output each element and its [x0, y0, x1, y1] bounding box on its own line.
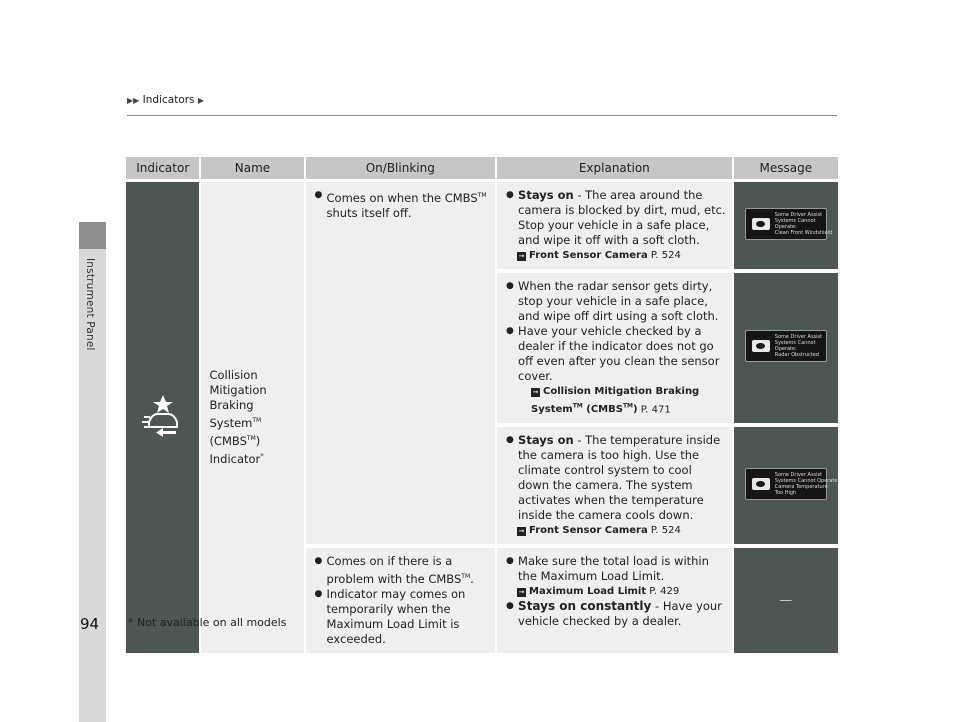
exp-bullet: ● When the radar sensor gets dirty, stop your vehicle in a safe place, and wipe off dirt using a soft cloth. [505, 279, 726, 324]
exp-bullet: ● Stays on - The temperature inside the camera is too high. Use the climate control system to cool down the camera. The system activates when the temperature inside the camera cools down. [505, 433, 726, 523]
on-bullet: ● Indicator may comes on temporarily when the Maximum Load Limit is exceeded. [314, 587, 490, 647]
message-cell [734, 423, 838, 544]
indicator-cell [126, 182, 201, 653]
arrow-ref-icon: ➞ [518, 588, 525, 597]
ref-link[interactable]: ➞ Maximum Load Limit P. 429 [518, 586, 680, 598]
arrow-ref-icon: ➞ [518, 527, 525, 536]
ref-link[interactable]: ➞ Front Sensor Camera P. 524 [518, 525, 681, 537]
exp-bullet: ● Make sure the total load is within the Maximum Load Limit. [505, 554, 726, 584]
name-line: Indicator* [209, 451, 264, 466]
breadcrumb-triangle-icon: ▶ [197, 96, 205, 105]
on-bullet: ● Comes on if there is a problem with the CMBS™. [314, 554, 490, 587]
indicator-table [126, 157, 838, 653]
explanation-cell [497, 182, 734, 269]
exp-bullet: ● Stays on constantly - Have your vehicle checked by a dealer. [505, 599, 726, 629]
exp-bullet: ● Have your vehicle checked by a dealer if the indicator does not go off even after you clean the sensor cover. [505, 324, 726, 384]
no-message-dash: — [779, 593, 793, 609]
col-header-name: Name [201, 157, 305, 182]
on-blinking-cell [306, 182, 498, 544]
section-tab [79, 222, 106, 249]
arrow-ref-icon: ➞ [518, 252, 525, 260]
breadcrumb-text[interactable]: Indicators [142, 94, 195, 106]
camera-icon [752, 340, 770, 352]
col-header-explanation: Explanation [497, 157, 734, 182]
arrow-ref-icon: ➞ [532, 388, 539, 396]
sidebar-label: Instrument Panel [84, 258, 96, 351]
explanation-cell [497, 269, 734, 423]
breadcrumb-triangle-icon: ▶▶ [127, 96, 140, 105]
col-header-on-blinking: On/Blinking [306, 157, 498, 182]
ref-link[interactable]: ➞ Collision Mitigation Braking System™ (CMBS™) P. 471 [531, 386, 700, 416]
explanation-cell [497, 544, 734, 653]
header-rule [127, 115, 837, 116]
on-bullet: ● Comes on when the CMBS™ shuts itself off. [314, 188, 490, 221]
col-header-message: Message [734, 157, 838, 182]
message-cell [734, 544, 838, 653]
explanation-cell [497, 423, 734, 544]
exp-bullet: ● Stays on - The area around the camera is blocked by dirt, mud, etc. Stop your vehicle in a safe place, and wipe it off with a soft cloth. [505, 188, 726, 248]
name-line: Mitigation [209, 383, 267, 398]
name-line: Collision [209, 368, 258, 383]
message-display: Some Driver Assist Systems Cannot Operate: Camera Temperature Too High [745, 468, 827, 500]
name-line: System™ [209, 416, 262, 431]
footnote: * Not available on all models [128, 616, 287, 629]
name-cell [201, 182, 305, 653]
cmbs-warning-icon [142, 393, 184, 439]
col-header-indicator: Indicator [126, 157, 201, 182]
name-line: Braking [209, 398, 254, 413]
message-cell [734, 269, 838, 423]
camera-icon [752, 218, 770, 230]
page-number: 94 [80, 615, 100, 633]
camera-icon [752, 478, 770, 490]
message-display: Some Driver Assist Systems Cannot Operate: Clean Front Windshield [745, 208, 827, 240]
breadcrumb [127, 94, 204, 106]
message-cell [734, 182, 838, 269]
on-blinking-cell [306, 544, 498, 653]
message-display: Some Driver Assist Systems Cannot Operate: Radar Obstructed [745, 330, 827, 362]
ref-link[interactable]: ➞ Front Sensor Camera P. 524 [518, 250, 681, 261]
name-line: (CMBS™) [209, 433, 261, 448]
